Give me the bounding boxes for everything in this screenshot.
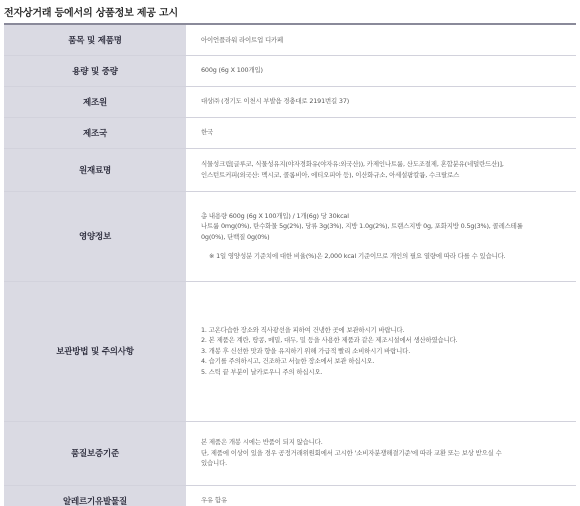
row-value xyxy=(186,421,576,485)
value-line: 600g (6g X 100개입) xyxy=(201,66,263,75)
row-label: 보관방법 및 주의사항 xyxy=(4,281,186,421)
row-label: 원재료명 xyxy=(4,148,186,191)
row-value xyxy=(186,148,576,191)
row-value xyxy=(186,485,576,506)
value-line: 있습니다. xyxy=(201,459,227,468)
nutrition-note: ※ 1일 영양성분 기준치에 대한 비율(%)은 2,000 kcal 기준이므로 개인의 필요 열량에 따라 다를 수 있습니다. xyxy=(209,252,506,260)
value-line: 아이언플라워 라이트업 디카페 xyxy=(201,35,284,44)
table-row xyxy=(4,281,576,421)
value-line: 단, 제품에 이상이 있을 경우 공정거래위원회에서 고시한 '소비자분쟁해결기준'에 따라 교환 또는 보상 받으실 수 xyxy=(201,448,502,457)
table-row xyxy=(4,117,576,148)
row-value xyxy=(186,281,576,421)
row-label: 제조국 xyxy=(4,117,186,148)
table-row xyxy=(4,148,576,191)
row-label: 알레르기유발물질 xyxy=(4,485,186,506)
value-line: 총 내용량 600g (6g X 100개입) / 1개(6g) 당 30kcal xyxy=(201,211,349,220)
row-value xyxy=(186,24,576,55)
page-title: 전자상거래 등에서의 상품정보 제공 고시 xyxy=(4,8,178,19)
value-line: 식물성크림[글루코, 식물성유지(야자경화유(야자유:외국산)), 카제인나트륨, 산도조절제, 혼합분유(네덜란드산)], xyxy=(201,160,504,168)
value-line: 1. 고온다습한 장소와 직사광선을 피하여 건냉한 곳에 보관하시기 바랍니다. xyxy=(201,325,405,334)
row-label: 품질보증기준 xyxy=(4,421,186,485)
table-row xyxy=(4,421,576,485)
row-value xyxy=(186,117,576,148)
value-line: 대상㈜ (경기도 이천시 부발읍 경충대로 2191번길 37) xyxy=(201,97,350,106)
row-value xyxy=(186,55,576,86)
row-label: 품목 및 제품명 xyxy=(4,24,186,55)
value-line: 0g(0%), 단백질 0g(0%) xyxy=(201,232,270,241)
row-value xyxy=(186,86,576,117)
value-line: 3. 개봉 후 신선한 맛과 향을 유지하기 위해 가급적 빨리 소비하시기 바랍니다. xyxy=(201,346,411,355)
value-line: 우유 함유 xyxy=(201,496,227,505)
value-line: 나트륨 0mg(0%), 탄수화물 5g(2%), 당류 3g(3%), 지방 1.0g(2%), 트랜스지방 0g, 포화지방 0.5g(3%), 콜레스테롤 xyxy=(201,222,523,230)
value-line: 인스턴트커피(외국산: 멕시코, 콜롬비아, 에티오피아 등), 이산화규소, 아세설팜칼륨, 수크랄로스 xyxy=(201,170,460,179)
value-line: 본 제품은 개봉 시에는 반품이 되지 않습니다. xyxy=(201,438,323,447)
table-row xyxy=(4,191,576,281)
table-row xyxy=(4,86,576,117)
value-line: 2. 본 제품은 계란, 땅콩, 메밀, 대두, 밀 등을 사용한 제품과 같은 제조시설에서 생산하였습니다. xyxy=(201,336,458,345)
table-row xyxy=(4,485,576,506)
value-line: 5. 스틱 끝 부분이 날카로우니 주의 하십시오. xyxy=(201,367,323,376)
table-row xyxy=(4,24,576,55)
value-line: 4. 습기를 주의하시고, 건조하고 서늘한 장소에서 보관 하십시오. xyxy=(201,357,375,366)
row-label: 용량 및 중량 xyxy=(4,55,186,86)
row-label: 영양정보 xyxy=(4,191,186,281)
table-row xyxy=(4,55,576,86)
value-line: 한국 xyxy=(201,128,214,137)
row-value xyxy=(186,191,576,281)
row-label: 제조원 xyxy=(4,86,186,117)
product-info-table xyxy=(4,23,576,506)
